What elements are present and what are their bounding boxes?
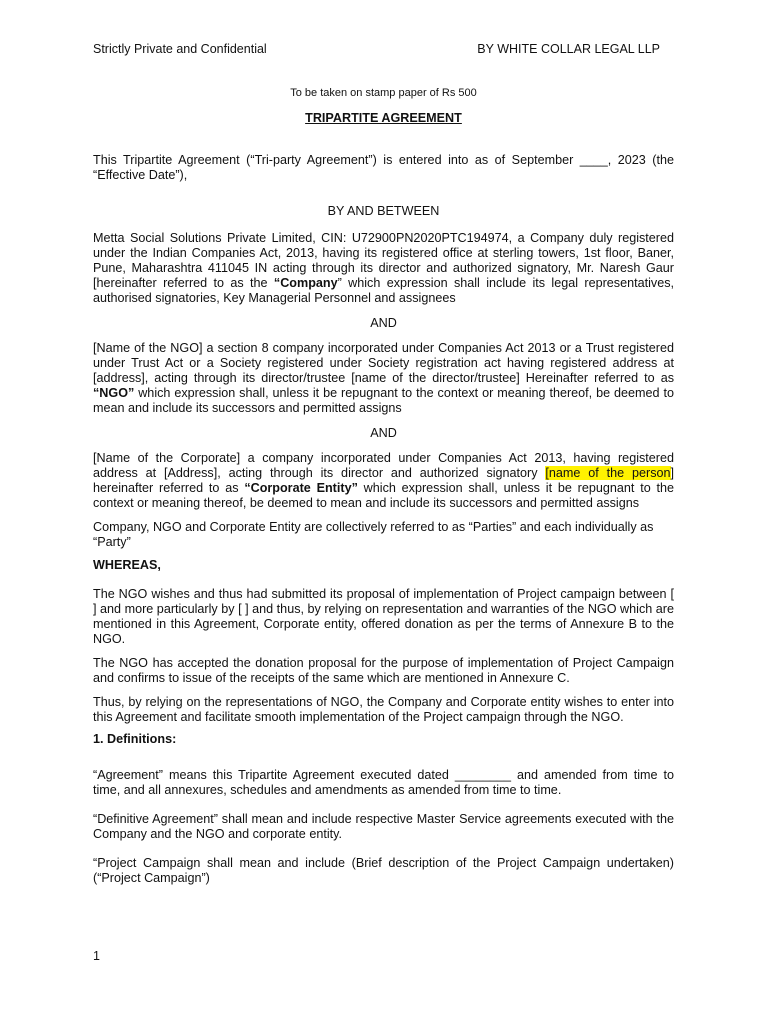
document-title: TRIPARTITE AGREEMENT <box>305 111 462 125</box>
document-body <box>93 86 674 886</box>
party-company-text: Metta Social Solutions Private Limited, CIN: U72900PN2020PTC194974, a Company duly registered under the Indian Companies Act, 2013, having its registered office at sterling towers, 1st floor, Baner, Pune, Maharashtra 411045 IN acting through its director and authorized signatory, Mr. Naresh Gaur [hereinafter referred to as the <box>93 231 674 290</box>
definition-project-campaign: “Project Campaign shall mean and include (Brief description of the Project Campaign undertaken) (“Project Campaign”) <box>93 856 674 885</box>
party-company-defined-term: “Company <box>273 276 338 290</box>
by-and-between-heading: BY AND BETWEEN <box>327 204 440 218</box>
party-ngo-defined-term: “NGO” <box>93 386 135 400</box>
recital-2: The NGO has accepted the donation proposal for the purpose of implementation of Project Campaign and confirms to issue of the receipts of the same which are mentioned in Annexure C. <box>93 656 674 685</box>
definition-definitive-agreement: “Definitive Agreement” shall mean and include respective Master Service agreements executed with the Company and the NGO and corporate entity. <box>93 812 674 841</box>
highlighted-placeholder: [name of the person <box>545 466 671 480</box>
party-ngo-text-end: which expression shall, unless it be repugnant to the context or meaning thereof, be deemed to mean and include its successors and permitted assigns <box>93 386 674 415</box>
party-company-text-end: ” which expression shall include its legal representatives, authorised signatories, Key Managerial Personnel and assignees <box>93 276 674 305</box>
party-corporate-defined-term: “Corporate Entity” <box>244 481 358 495</box>
header-confidentiality: Strictly Private and Confidential <box>93 42 267 56</box>
stamp-note: To be taken on stamp paper of Rs 500 <box>290 87 477 99</box>
and-separator-2: AND <box>370 426 397 440</box>
party-corporate-paragraph <box>93 451 674 511</box>
page-number: 1 <box>93 949 100 963</box>
header-firm-name: BY WHITE COLLAR LEGAL LLP <box>477 42 660 56</box>
party-ngo-text: [Name of the NGO] a section 8 company incorporated under Companies Act 2013 or a Trust registered under Trust Act or a Society registered under Society registration act having registered address at [address], acting through its director/trustee [name of the director/trustee] Hereinafter referred to as <box>93 341 674 385</box>
party-corporate-text-mid: ] hereinafter referred to as <box>93 466 674 495</box>
recital-1: The NGO wishes and thus had submitted its proposal of implementation of Project campaign between [ ] and more particularly by [ ] and thus, by relying on representation and warranties of the NGO which are mentioned in this Agreement, Corporate entity, offered donation as per the terms of Annexure B to the NGO. <box>93 587 674 646</box>
collective-reference-paragraph: Company, NGO and Corporate Entity are collectively referred to as “Parties” and each individually as “Party” <box>93 520 654 549</box>
and-separator-1: AND <box>370 316 397 330</box>
definitions-heading: 1. Definitions: <box>93 732 177 746</box>
party-company-paragraph <box>93 231 674 306</box>
whereas-heading: WHEREAS, <box>93 558 161 572</box>
party-ngo-paragraph <box>93 341 674 416</box>
intro-paragraph: This Tripartite Agreement (“Tri-party Agreement”) is entered into as of September ____, 2023 (the “Effective Date”), <box>93 153 674 182</box>
party-corporate-text-end: which expression shall, unless it be repugnant to the context or meaning thereof, be deemed to mean and include its successors and permitted assigns <box>93 481 674 510</box>
party-corporate-text: [Name of the Corporate] a company incorporated under Companies Act 2013, having registered address at [Address], acting through its director and authorized signatory <box>93 451 674 480</box>
definition-agreement: “Agreement” means this Tripartite Agreement executed dated ________ and amended from time to time, and all annexures, schedules and amendments as amended from time to time. <box>93 768 674 797</box>
recital-3: Thus, by relying on the representations of NGO, the Company and Corporate entity wishes to enter into this Agreement and facilitate smooth implementation of the Project campaign through the NGO. <box>93 695 674 724</box>
